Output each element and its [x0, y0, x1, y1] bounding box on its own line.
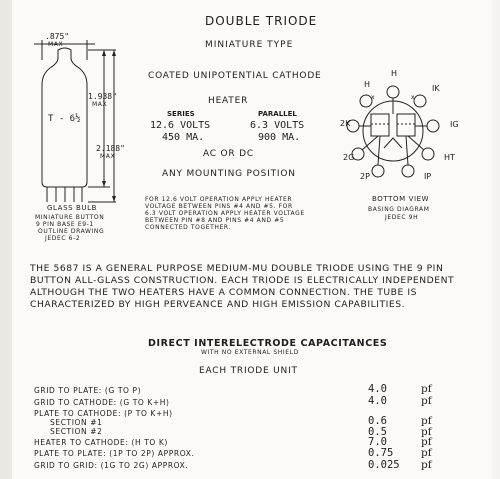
pin-1k: IK: [432, 84, 440, 93]
note-line: CONNECTED TOGETHER.: [145, 224, 231, 231]
note-line: VOLTAGE BETWEEN PINS #4 AND #5. FOR: [145, 203, 293, 210]
pin-x-mark: x: [411, 94, 416, 101]
row-unit: pf: [421, 426, 432, 438]
pin-h-top: H: [391, 69, 398, 78]
caption-line: JEDEC 6-2: [45, 235, 81, 242]
row-label: HEATER TO CATHODE: (H TO K): [34, 438, 168, 447]
row-value: 0.6: [368, 415, 387, 427]
mounting-position: ANY MOUNTING POSITION: [162, 169, 296, 179]
caption-line: BOTTOM VIEW: [372, 195, 430, 203]
row-label: SECTION #1: [50, 418, 103, 427]
caption-line: MINIATURE BUTTON: [35, 214, 105, 221]
note-line: 6.3 VOLT OPERATION APPLY HEATER VOLTAGE: [145, 210, 305, 217]
caption-line: 9 PIN BASE E9-1: [36, 221, 94, 228]
dim-total-sub: MAX: [100, 153, 116, 160]
row-label: PLATE TO PLATE: (1P TO 2P) APPROX.: [34, 449, 195, 458]
pin-2k: 2K: [340, 119, 351, 128]
row-label: GRID TO PLATE: (G TO P): [34, 386, 142, 395]
dim-mid-sub: MAX: [92, 101, 108, 108]
row-label: PLATE TO CATHODE: (P TO K+H): [34, 409, 173, 418]
dim-top-sub: MAX: [48, 41, 64, 48]
caption-line: JEDEC 9H: [385, 214, 419, 221]
row-unit: pf: [421, 436, 432, 448]
pin-1g: IG: [450, 120, 459, 129]
page-edge: [0, 0, 12, 479]
parallel-volts: 6.3 VOLTS: [250, 120, 305, 131]
page-title: DOUBLE TRIODE: [205, 14, 318, 28]
heater-heading: HEATER: [208, 96, 249, 106]
row-unit: pf: [421, 447, 432, 459]
pin-2p: 2P: [360, 172, 370, 181]
cathode-type: COATED UNIPOTENTIAL CATHODE: [148, 71, 322, 81]
note-line: BETWEEN PIN #8 AND PINS #4 AND #5: [145, 217, 285, 224]
capacitance-heading: DIRECT INTERELECTRODE CAPACITANCES: [148, 338, 388, 349]
row-value: 4.0: [368, 383, 387, 395]
row-value: 7.0: [368, 436, 387, 448]
row-value: 0.025: [368, 459, 400, 471]
row-unit: pf: [421, 395, 432, 407]
row-value: 4.0: [368, 395, 387, 407]
parallel-label: PARALLEL: [258, 110, 297, 118]
unit-heading: EACH TRIODE UNIT: [199, 366, 298, 376]
tube-size-label: T - 6½: [48, 114, 81, 124]
row-value: 0.5: [368, 426, 387, 438]
caption-line: BASING DIAGRAM: [368, 206, 430, 213]
series-ma: 450 MA.: [162, 132, 205, 143]
pin-2g: 2G: [343, 153, 355, 162]
dim-top: .875": [45, 32, 70, 41]
ac-or-dc: AC OR DC: [203, 149, 254, 159]
caption-line: GLASS BULB: [47, 204, 98, 212]
caption-line: OUTLINE DRAWING: [38, 228, 105, 235]
capacitance-subheading: WITH NO EXTERNAL SHIELD: [201, 349, 299, 356]
row-value: 0.75: [368, 447, 394, 459]
note-line: FOR 12.6 VOLT OPERATION APPLY HEATER: [145, 196, 293, 203]
row-unit: pf: [421, 415, 432, 427]
pin-x-mark: x: [371, 94, 376, 101]
row-label: GRID TO GRID: (1G TO 2G) APPROX.: [34, 461, 189, 470]
tube-description: THE 5687 IS A GENERAL PURPOSE MEDIUM-MU DOUBLE TRIODE USING THE 9 PIN BUTTON ALL-GLASS CONSTRUCTION. EACH TRIODE IS ELECTRICALLY INDEPENDENT ALTHOUGH THE TWO HEATERS HAVE A COMMON CONNECTION. THE TUBE IS CHARACTERIZED BY HIGH PERVEANCE AND HIGH EMISSION CAPABILITIES.: [30, 263, 455, 310]
row-label: GRID TO CATHODE: (G TO K+H): [34, 398, 170, 407]
series-label: SERIES: [167, 110, 195, 118]
pin-ht: HT: [444, 153, 455, 162]
row-label: SECTION #2: [50, 427, 103, 436]
page-subtitle: MINIATURE TYPE: [205, 40, 294, 50]
row-unit: pf: [421, 459, 432, 471]
pin-1p: IP: [424, 172, 432, 181]
parallel-ma: 900 MA.: [258, 132, 301, 143]
pin-h-left: H: [364, 80, 371, 89]
dim-total: 2.188": [96, 144, 125, 153]
dim-mid: 1.938": [88, 92, 117, 101]
row-unit: pf: [421, 383, 432, 395]
series-volts: 12.6 VOLTS: [150, 120, 211, 131]
